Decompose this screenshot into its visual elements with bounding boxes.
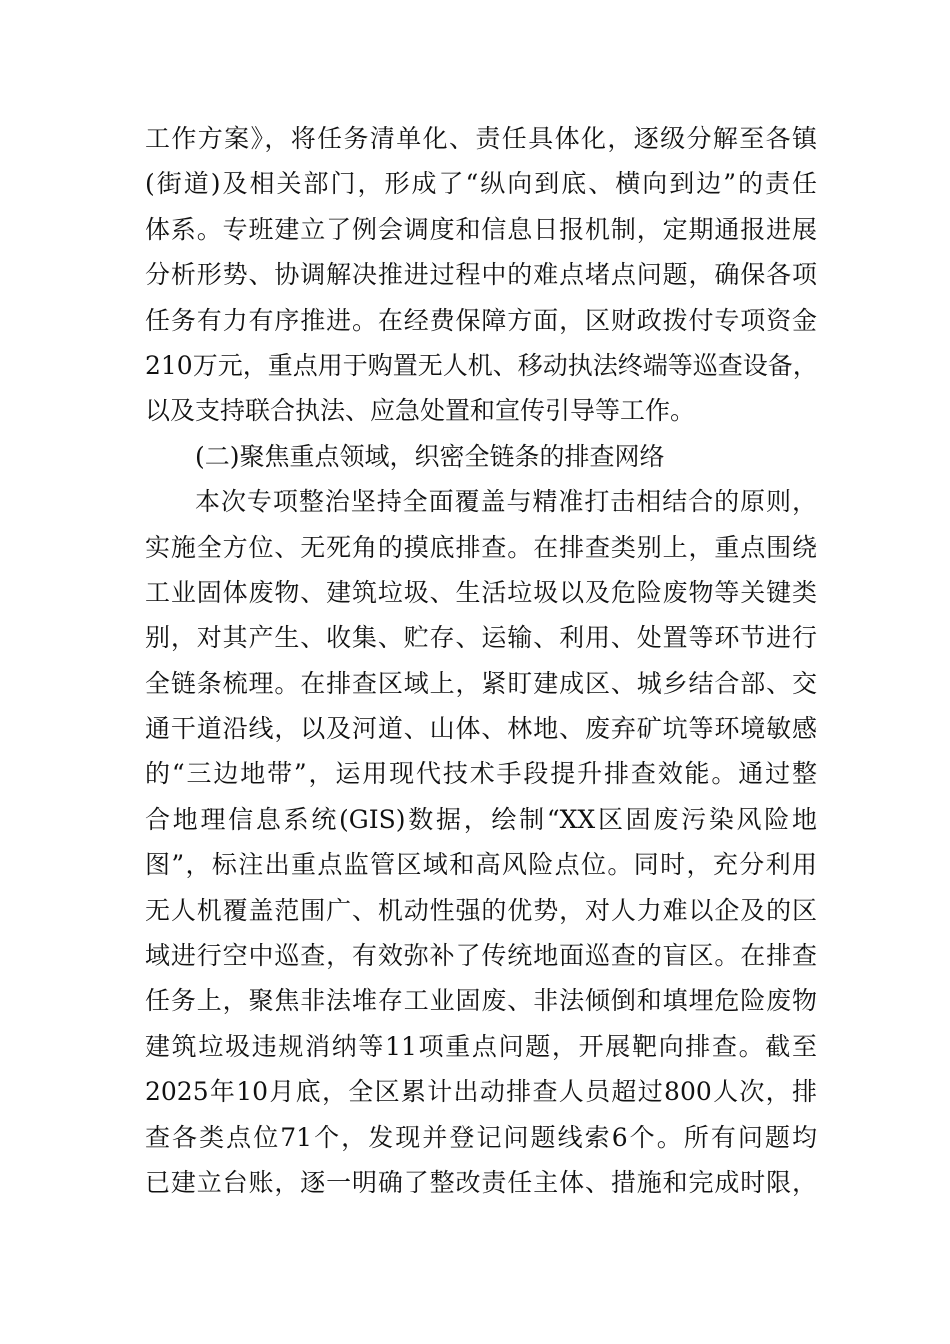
text-line: (街道)及相关部门，形成了“纵向到底、横向到边”的责任	[145, 169, 817, 199]
section-heading: (二)聚焦重点领域，织密全链条的排查网络	[195, 441, 665, 471]
text-line: 2025年10月底，全区累计出动排查人员超过800人次，排	[145, 1077, 817, 1107]
body-text	[145, 116, 817, 1205]
text-line: 工作方案》，将任务清单化、责任具体化，逐级分解至各镇	[145, 124, 817, 153]
text-line: 别，对其产生、收集、贮存、运输、利用、处置等环节进行	[145, 623, 817, 653]
text-line: 任务上，聚焦非法堆存工业固废、非法倾倒和填埋危险废物	[145, 986, 817, 1016]
text-line: 全链条梳理。在排查区域上，紧盯建成区、城乡结合部、交	[145, 668, 817, 698]
text-line: 的“三边地带”，运用现代技术手段提升排查效能。通过整	[145, 759, 817, 789]
text-line: 域进行空中巡查，有效弥补了传统地面巡查的盲区。在排查	[145, 941, 817, 971]
text-line: 210万元，重点用于购置无人机、移动执法终端等巡查设备，	[145, 350, 818, 380]
text-line: 以及支持联合执法、应急处置和宣传引导等工作。	[145, 396, 696, 426]
text-line: 分析形势、协调解决推进过程中的难点堵点问题，确保各项	[145, 260, 817, 290]
text-line: 实施全方位、无死角的摸底排查。在排查类别上，重点围绕	[145, 532, 817, 562]
text-line: 无人机覆盖范围广、机动性强的优势，对人力难以企及的区	[145, 895, 817, 925]
text-line: 建筑垃圾违规消纳等11项重点问题，开展靶向排查。截至	[145, 1031, 817, 1061]
text-line: 体系。专班建立了例会调度和信息日报机制，定期通报进展	[145, 214, 817, 244]
text-line: 任务有力有序推进。在经费保障方面，区财政拨付专项资金	[145, 305, 817, 335]
text-line: 本次专项整治坚持全面覆盖与精准打击相结合的原则，	[195, 487, 817, 517]
text-line: 合地理信息系统(GIS)数据，绘制“XX区固废污染风险地	[145, 804, 817, 834]
text-line: 已建立台账，逐一明确了整改责任主体、措施和完成时限，	[145, 1167, 817, 1197]
text-line: 查各类点位71个，发现并登记问题线索6个。所有问题均	[145, 1122, 817, 1152]
text-line: 工业固体废物、建筑垃圾、生活垃圾以及危险废物等关键类	[145, 577, 817, 607]
text-line: 通干道沿线，以及河道、山体、林地、废弃矿坑等环境敏感	[145, 714, 817, 744]
text-line: 图”，标注出重点监管区域和高风险点位。同时，充分利用	[145, 850, 817, 880]
